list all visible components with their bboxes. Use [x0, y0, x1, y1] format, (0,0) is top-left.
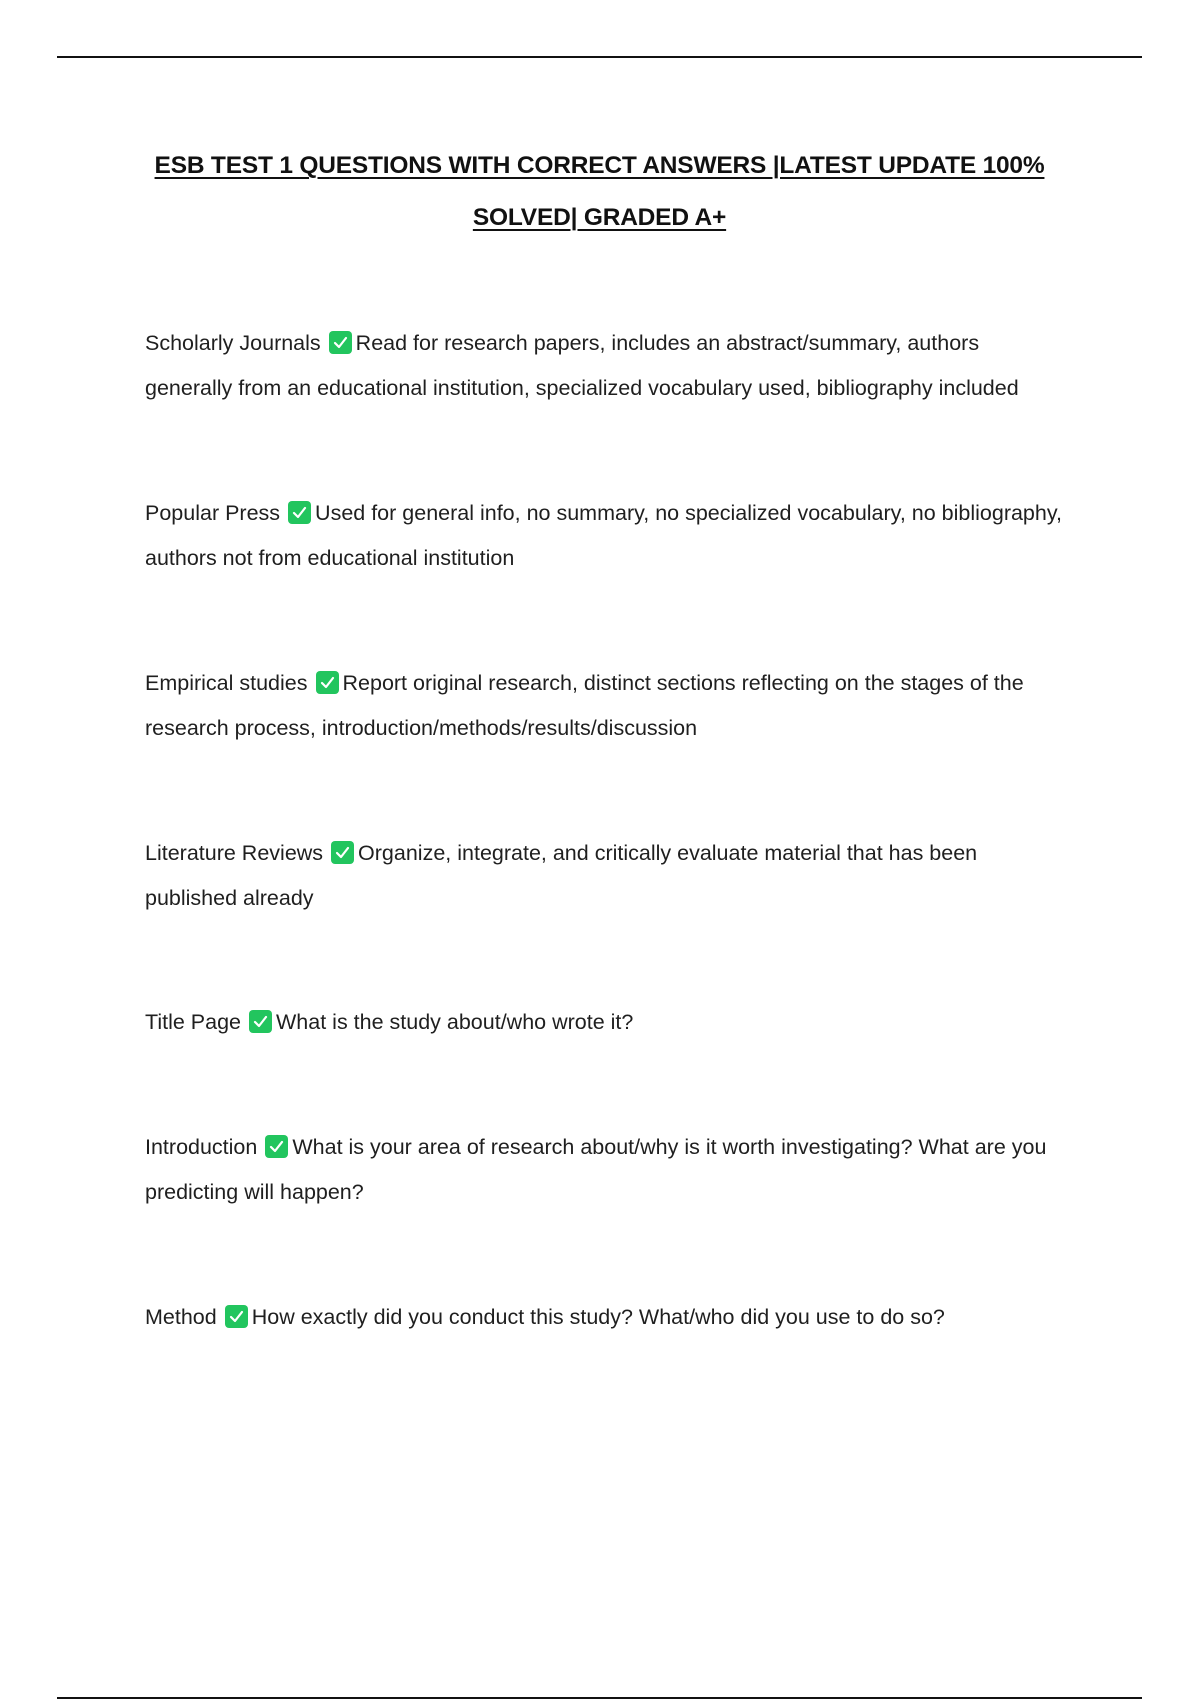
qa-answer: Read for research papers, includes an abstract/summary, authors generally from an educational institution, specialized vocabulary used, bibliography included [145, 331, 1019, 400]
qa-answer: Report original research, distinct sections reflecting on the stages of the research process, introduction/methods/results/discussion [145, 671, 1024, 740]
qa-answer: What is your area of research about/why is it worth investigating? What are you predicting will happen? [145, 1135, 1047, 1204]
check-mark-icon [225, 1305, 248, 1328]
check-mark-icon [329, 331, 352, 354]
qa-term: Introduction [145, 1135, 258, 1159]
document-title [57, 140, 1142, 244]
qa-item-title-page [145, 1000, 1065, 1045]
top-rule [57, 56, 1142, 58]
check-mark-icon [316, 671, 339, 694]
check-mark-icon [288, 501, 311, 524]
qa-answer: Used for general info, no summary, no specialized vocabulary, no bibliography, authors not from educational institution [145, 501, 1062, 570]
title-line-2: SOLVED| GRADED A+ [472, 204, 727, 231]
title-line-1: ESB TEST 1 QUESTIONS WITH CORRECT ANSWERS |LATEST UPDATE 100% [154, 152, 1045, 179]
qa-item-popular-press [145, 491, 1065, 581]
qa-term: Method [145, 1305, 217, 1329]
qa-answer: Organize, integrate, and critically evaluate material that has been published already [145, 841, 978, 910]
qa-item-method [145, 1295, 1065, 1340]
qa-term: Literature Reviews [145, 841, 324, 865]
qa-term: Scholarly Journals [145, 331, 321, 355]
qa-term: Title Page [145, 1010, 242, 1034]
qa-item-empirical-studies [145, 661, 1065, 751]
check-mark-icon [265, 1135, 288, 1158]
bottom-rule [57, 1697, 1142, 1699]
qa-item-literature-reviews [145, 831, 1065, 921]
check-mark-icon [331, 841, 354, 864]
qa-item-introduction [145, 1125, 1065, 1215]
qa-item-scholarly-journals [145, 321, 1065, 411]
qa-answer: How exactly did you conduct this study? What/who did you use to do so? [251, 1305, 945, 1329]
qa-term: Empirical studies [145, 671, 308, 695]
check-mark-icon [249, 1010, 272, 1033]
qa-term: Popular Press [145, 501, 281, 525]
qa-answer: What is the study about/who wrote it? [276, 1010, 634, 1034]
